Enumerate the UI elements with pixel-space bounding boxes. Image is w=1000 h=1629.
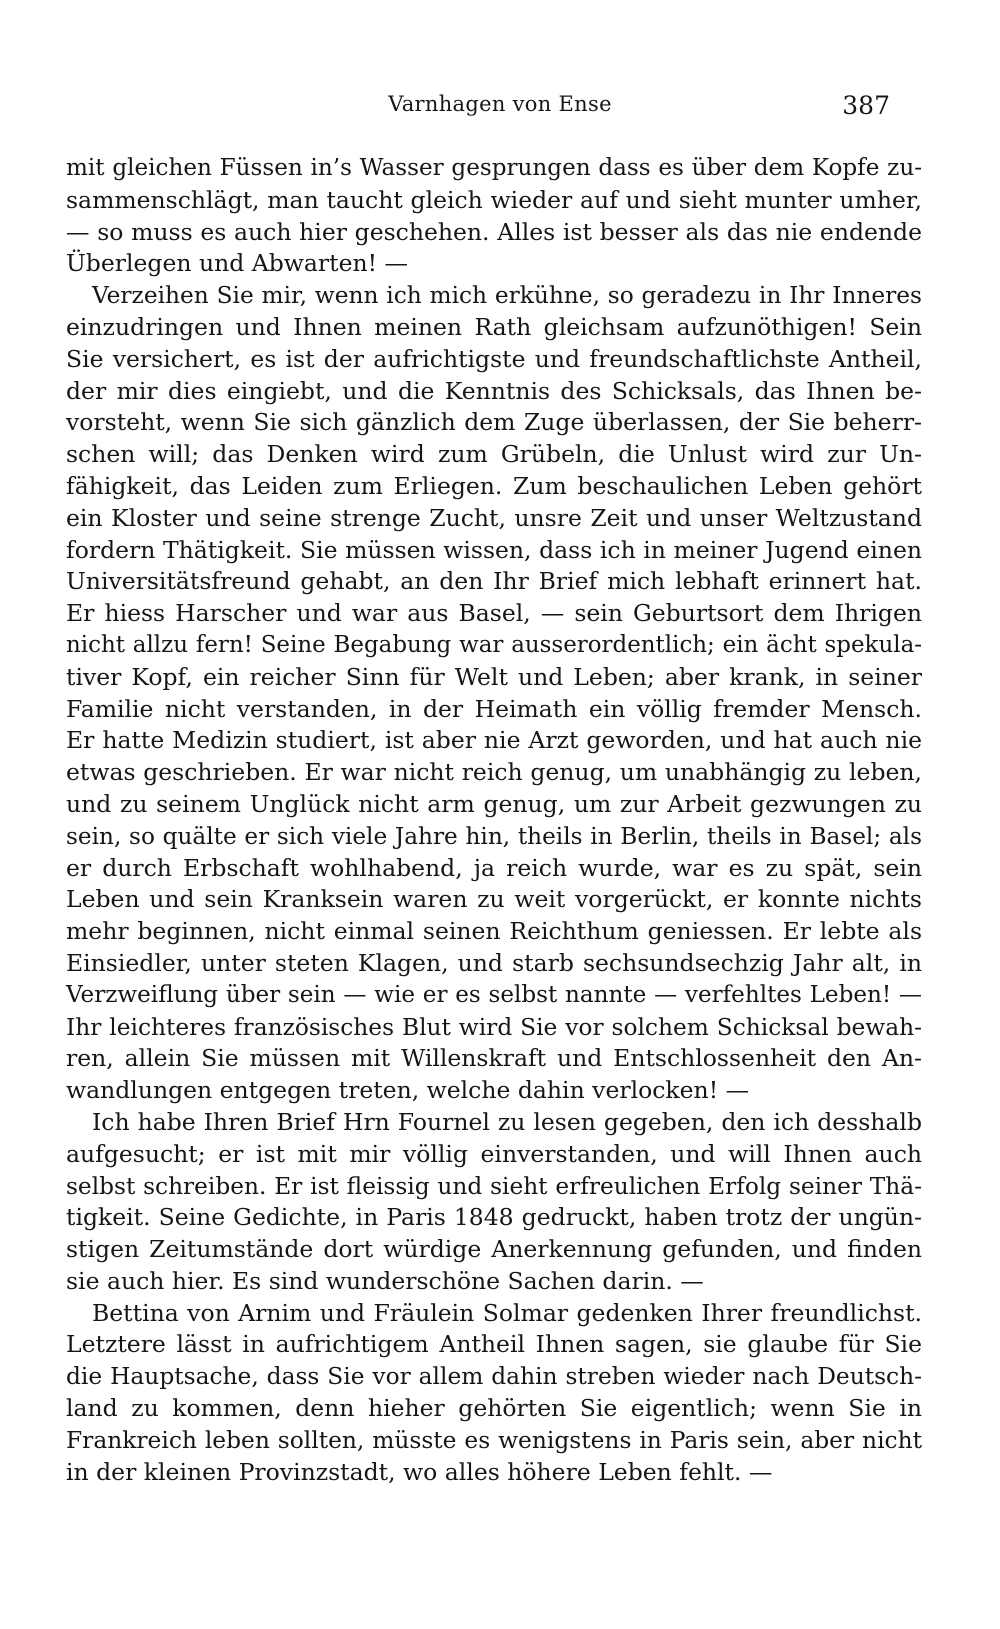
text-line: fordern Thätigkeit. Sie müssen wissen, dass ich in meiner Jugend einen bbox=[66, 535, 922, 564]
text-line: tiver Kopf, ein reicher Sinn für Welt und Leben; aber krank, in seiner bbox=[66, 662, 922, 691]
text-line: Ihr leichteres französisches Blut wird Sie vor solchem Schicksal bewah- bbox=[66, 1013, 922, 1041]
text-line: nicht allzu fern! Seine Begabung war ausserordentlich; ein ächt spekula- bbox=[66, 631, 922, 658]
text-line: in der kleinen Provinzstadt, wo alles höhere Leben fehlt. — bbox=[66, 1457, 773, 1486]
text-line: Letztere lässt in aufrichtigem Antheil Ihnen sagen, sie glaube für Sie bbox=[66, 1330, 922, 1359]
text-line: Er hiess Harscher und war aus Basel, — sein Geburtsort dem Ihrigen bbox=[66, 599, 922, 628]
text-line: mit gleichen Füssen in’s Wasser gesprungen dass es über dem Kopfe zu- bbox=[66, 155, 922, 181]
page-number: 387 bbox=[842, 91, 890, 120]
text-line: Verzweiflung über sein — wie er es selbst nannte — verfehltes Leben! — bbox=[66, 981, 922, 1008]
text-line: selbst schreiben. Er ist fleissig und sieht erfreulichen Erfolg seiner Thä- bbox=[66, 1172, 922, 1200]
text-line: Er hatte Medizin studiert, ist aber nie Arzt geworden, und hat auch nie bbox=[66, 726, 922, 755]
text-line: etwas geschrieben. Er war nicht reich genug, um unabhängig zu leben, bbox=[66, 758, 922, 787]
text-line: einzudringen und Ihnen meinen Rath gleichsam aufzunöthigen! Sein bbox=[66, 312, 922, 341]
body-text bbox=[66, 153, 922, 1488]
text-line: Einsiedler, unter steten Klagen, und starb sechsundsechzig Jahr alt, in bbox=[66, 948, 922, 977]
text-line: wandlungen entgegen treten, welche dahin verlocken! — bbox=[66, 1076, 750, 1105]
text-line: Überlegen und Abwarten! — bbox=[66, 249, 409, 278]
text-line: — so muss es auch hier geschehen. Alles ist besser als das nie endende bbox=[66, 217, 922, 246]
text-line: tigkeit. Seine Gedichte, in Paris 1848 gedruckt, haben trotz der ungün- bbox=[66, 1203, 922, 1232]
text-line: mehr beginnen, nicht einmal seinen Reichthum geniessen. Er lebte als bbox=[66, 917, 922, 946]
text-line: land zu kommen, denn hieher gehörten Sie eigentlich; wenn Sie in bbox=[66, 1394, 922, 1423]
running-title: Varnhagen von Ense bbox=[388, 92, 612, 116]
text-line: Leben und sein Kranksein waren zu weit vorgerückt, er konnte nichts bbox=[66, 885, 922, 914]
text-line: sein, so quälte er sich viele Jahre hin, theils in Berlin, theils in Basel; als bbox=[66, 822, 922, 850]
text-line: er durch Erbschaft wohlhabend, ja reich wurde, war es zu spät, sein bbox=[66, 853, 922, 882]
text-line: Bettina von Arnim und Fräulein Solmar gedenken Ihrer freundlichst. bbox=[92, 1298, 922, 1327]
text-line: sie auch hier. Es sind wunderschöne Sachen darin. — bbox=[66, 1266, 704, 1295]
text-line: Universitätsfreund gehabt, an den Ihr Brief mich lebhaft erinnert hat. bbox=[66, 567, 922, 596]
text-line: schen will; das Denken wird zum Grübeln, die Unlust wird zur Un- bbox=[66, 440, 922, 469]
text-line: Familie nicht verstanden, in der Heimath ein völlig fremder Mensch. bbox=[66, 694, 922, 723]
text-line: Verzeihen Sie mir, wenn ich mich erkühne, so geradezu in Ihr Inneres bbox=[92, 282, 922, 310]
text-line: Ich habe Ihren Brief Hrn Fournel zu lesen gegeben, den ich desshalb bbox=[92, 1107, 922, 1136]
text-line: und zu seinem Unglück nicht arm genug, um zur Arbeit gezwungen zu bbox=[66, 789, 922, 818]
text-line: ren, allein Sie müssen mit Willenskraft und Entschlossenheit den An- bbox=[66, 1044, 922, 1073]
text-line: Frankreich leben sollten, müsste es wenigstens in Paris sein, aber nicht bbox=[66, 1425, 922, 1454]
text-line: sammenschlägt, man taucht gleich wieder auf und sieht munter umher, bbox=[66, 185, 922, 214]
text-line: fähigkeit, das Leiden zum Erliegen. Zum beschaulichen Leben gehört bbox=[66, 471, 922, 500]
text-line: ein Kloster und seine strenge Zucht, unsre Zeit und unser Weltzustand bbox=[66, 503, 922, 532]
text-line: stigen Zeitumstände dort würdige Anerkennung gefunden, und finden bbox=[66, 1235, 922, 1264]
text-line: der mir dies eingiebt, und die Kenntnis des Schicksals, das Ihnen be- bbox=[66, 376, 922, 405]
text-line: Sie versichert, es ist der aufrichtigste und freundschaftlichste Antheil, bbox=[66, 344, 922, 373]
text-line: aufgesucht; er ist mit mir völlig einverstanden, und will Ihnen auch bbox=[66, 1139, 922, 1168]
text-line: vorsteht, wenn Sie sich gänzlich dem Zuge überlassen, der Sie beherr- bbox=[66, 408, 922, 437]
text-line: die Hauptsache, dass Sie vor allem dahin streben wieder nach Deutsch- bbox=[66, 1363, 922, 1391]
